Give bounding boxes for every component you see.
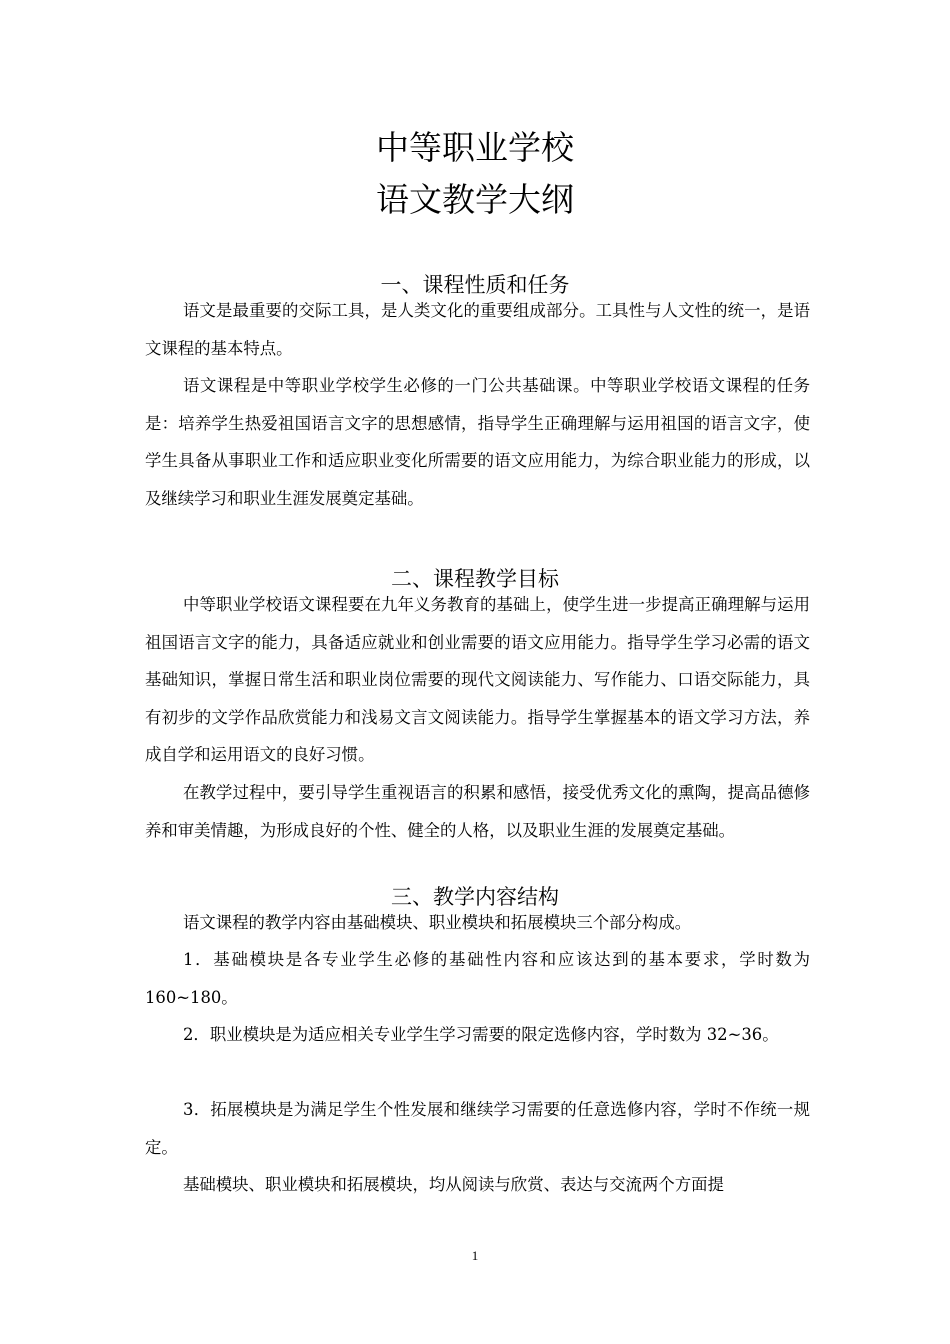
document-title-line-2: 语文教学大纲: [376, 180, 574, 219]
page-number: 1: [471, 1248, 479, 1263]
paragraph: 中等职业学校语文课程要在九年义务教育的基础上，使学生进一步提高正确理解与运用祖国语言文字的能力，具备适应就业和创业需要的语文应用能力。指导学生学习必需的语文基础知识，掌握日常生活和职业岗位需要的现代文阅读能力、写作能力、口语交际能力，具有初步的文学作品欣赏能力和浅易文言文阅读能力。指导学生掌握基本的语文学习方法，养成自学和运用语文的良好习惯。: [145, 595, 810, 764]
section-heading-nature-and-tasks: 一、课程性质和任务: [380, 273, 570, 297]
paragraph: 在教学过程中，要引导学生重视语言的积累和感悟，接受优秀文化的熏陶，提高品德修养和审美情趣，为形成良好的个性、健全的人格，以及职业生涯的发展奠定基础。: [145, 783, 810, 840]
paragraph: 3．拓展模块是为满足学生个性发展和继续学习需要的任意选修内容，学时不作统一规定。: [145, 1100, 810, 1157]
paragraph: 语文是最重要的交际工具，是人类文化的重要组成部分。工具性与人文性的统一，是语文课程的基本特点。: [145, 301, 810, 358]
section-heading-teaching-objectives: 二、课程教学目标: [391, 567, 559, 591]
paragraph: 2．职业模块是为适应相关专业学生学习需要的限定选修内容，学时数为 32~36。: [183, 1025, 779, 1044]
paragraph: 语文课程的教学内容由基础模块、职业模块和拓展模块三个部分构成。: [183, 913, 692, 932]
paragraph: 1．基础模块是各专业学生必修的基础性内容和应该达到的基本要求，学时数为 160~180。: [145, 950, 810, 1007]
paragraph: 基础模块、职业模块和拓展模块，均从阅读与欣赏、表达与交流两个方面提: [183, 1175, 724, 1194]
document-title-line-1: 中等职业学校: [376, 128, 574, 167]
section-heading-content-structure: 三、教学内容结构: [391, 885, 559, 909]
paragraph: 语文课程是中等职业学校学生必修的一门公共基础课。中等职业学校语文课程的任务是：培养学生热爱祖国语言文字的思想感情，指导学生正确理解与运用祖国的语言文字，使学生具备从事职业工作和适应职业变化所需要的语文应用能力，为综合职业能力的形成，以及继续学习和职业生涯发展奠定基础。: [145, 376, 810, 508]
